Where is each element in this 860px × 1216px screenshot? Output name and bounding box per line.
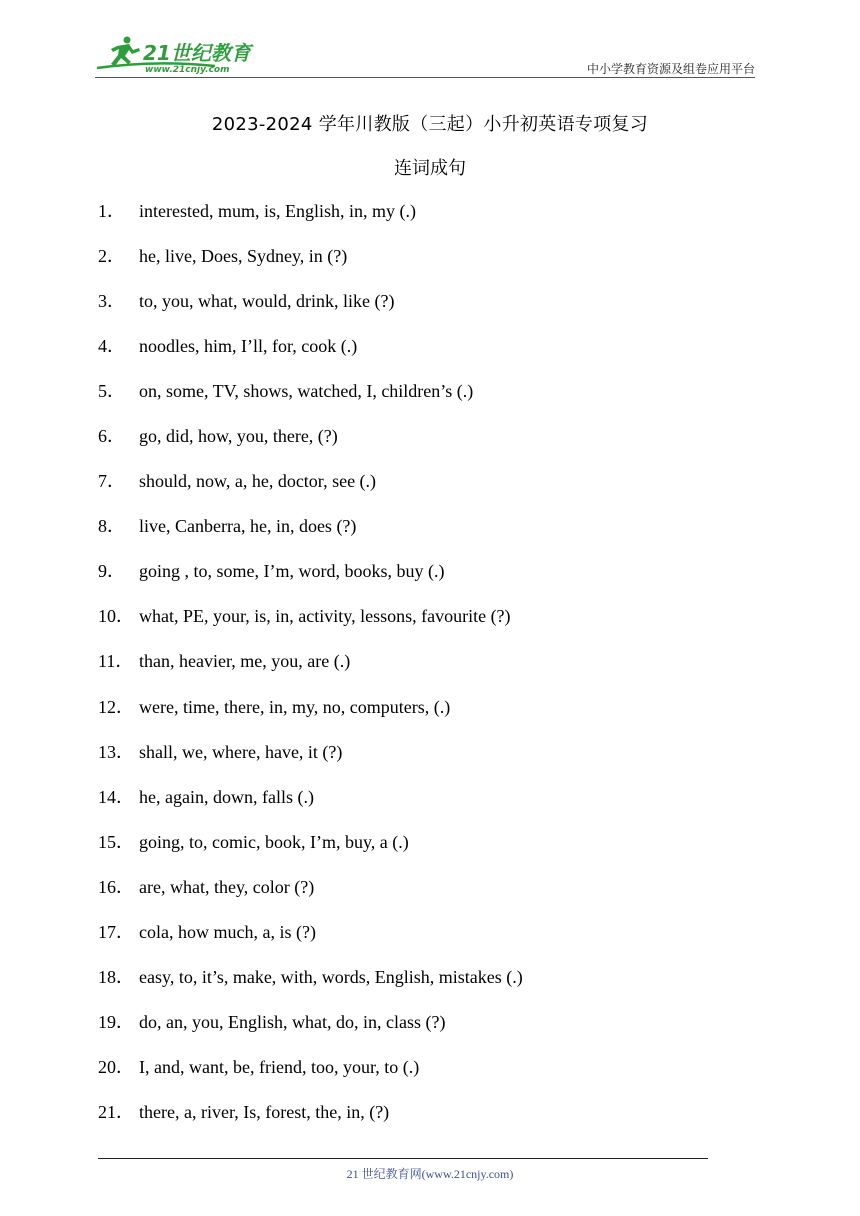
- question-item: [98, 830, 778, 875]
- question-text: do, an, you, English, what, do, in, class (?): [139, 1011, 446, 1032]
- question-text: he, again, down, falls (.): [139, 786, 314, 807]
- question-text: what, PE, your, is, in, activity, lessons, favourite (?): [139, 606, 511, 627]
- question-number: 20．: [98, 1056, 134, 1077]
- question-item: [98, 1100, 778, 1145]
- question-text: I, and, want, be, friend, too, your, to (.): [139, 1056, 420, 1077]
- question-text: should, now, a, he, doctor, see (.): [139, 471, 377, 492]
- question-text: go, did, how, you, there, (?): [139, 426, 338, 447]
- question-text: were, time, there, in, my, no, computers, (.): [139, 696, 451, 717]
- runner-icon: [111, 37, 140, 67]
- question-item: [98, 469, 778, 514]
- question-number: 11．: [98, 651, 134, 672]
- footer-link[interactable]: 21 世纪教育网(www.21cnjy.com): [346, 1167, 514, 1181]
- question-text: live, Canberra, he, in, does (?): [139, 516, 357, 537]
- header-divider: [95, 77, 755, 78]
- question-text: noodles, him, I’ll, for, cook (.): [139, 336, 358, 357]
- question-number: 19．: [98, 1011, 134, 1032]
- question-text: are, what, they, color (?): [139, 876, 315, 897]
- question-number: 8．: [98, 516, 125, 537]
- section-heading: 连词成句: [394, 158, 466, 179]
- question-number: 21．: [98, 1101, 134, 1122]
- question-item: [98, 920, 778, 965]
- question-number: 15．: [98, 831, 134, 852]
- question-number: 16．: [98, 876, 134, 897]
- question-item: [98, 875, 778, 920]
- question-item: [98, 1055, 778, 1100]
- question-text: he, live, Does, Sydney, in (?): [139, 246, 348, 267]
- question-number: 17．: [98, 921, 134, 942]
- question-number: 9．: [98, 561, 125, 582]
- question-number: 1．: [98, 201, 125, 221]
- question-text: to, you, what, would, drink, like (?): [139, 291, 395, 312]
- question-item: [98, 334, 778, 379]
- logo-21cnjy: [95, 34, 265, 74]
- question-text: on, some, TV, shows, watched, I, children’s (.): [139, 381, 474, 402]
- question-item: [98, 785, 778, 830]
- platform-name: 中小学教育资源及组卷应用平台: [586, 62, 755, 76]
- question-number: 7．: [98, 471, 125, 492]
- question-text: going, to, comic, book, I’m, buy, a (.): [139, 831, 409, 852]
- question-number: 18．: [98, 966, 134, 987]
- question-item: [98, 424, 778, 469]
- question-item: [98, 514, 778, 559]
- question-text: there, a, river, Is, forest, the, in, (?): [139, 1101, 390, 1122]
- footer-divider: [98, 1158, 708, 1159]
- logo-url: www.21cnjy.com: [145, 65, 230, 74]
- question-number: 4．: [98, 336, 125, 357]
- question-item: [98, 649, 778, 694]
- question-number: 5．: [98, 381, 125, 402]
- question-item: [98, 379, 778, 424]
- question-text: than, heavier, me, you, are (.): [139, 651, 351, 672]
- question-item: [98, 559, 778, 604]
- question-number: 2．: [98, 246, 125, 267]
- question-number: 12．: [98, 696, 134, 717]
- question-number: 13．: [98, 741, 134, 762]
- question-number: 10．: [98, 606, 134, 627]
- question-text: easy, to, it’s, make, with, words, English, mistakes (.): [139, 966, 523, 987]
- question-item: [98, 965, 778, 1010]
- document-title: 2023-2024 学年川教版（三起）小升初英语专项复习: [211, 114, 649, 135]
- question-item: [98, 289, 778, 334]
- question-item: [98, 604, 778, 649]
- question-item: [98, 244, 778, 289]
- question-number: 6．: [98, 426, 125, 447]
- page-header: [95, 30, 755, 80]
- question-text: interested, mum, is, English, in, my (.): [139, 201, 416, 221]
- question-number: 14．: [98, 786, 134, 807]
- question-item: [98, 695, 778, 740]
- logo-text: 21世纪教育: [143, 41, 251, 65]
- question-text: going , to, some, I’m, word, books, buy (.): [139, 561, 445, 582]
- question-item: [98, 199, 778, 244]
- question-text: cola, how much, a, is (?): [139, 921, 316, 942]
- question-list: [98, 199, 778, 1145]
- question-number: 3．: [98, 291, 125, 312]
- question-item: [98, 1010, 778, 1055]
- question-item: [98, 740, 778, 785]
- question-text: shall, we, where, have, it (?): [139, 741, 343, 762]
